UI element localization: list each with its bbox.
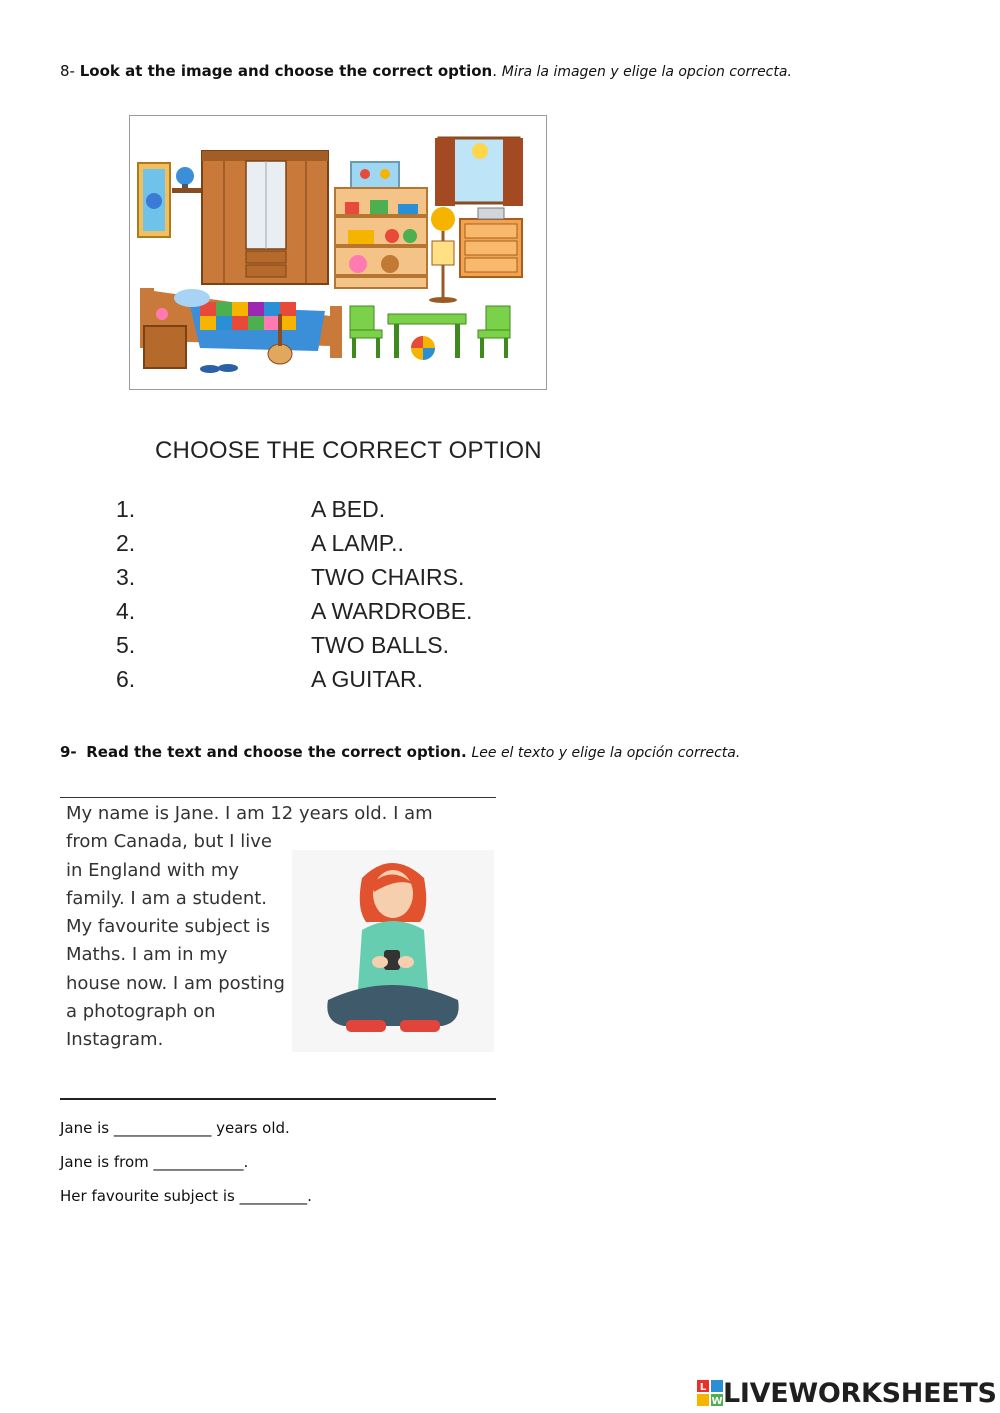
fill-line-subject[interactable]: Her favourite subject is _________. bbox=[60, 1187, 312, 1205]
question-number: 9- bbox=[60, 743, 77, 761]
liveworksheets-logo bbox=[697, 1378, 997, 1408]
choose-title: CHOOSE THE CORRECT OPTION bbox=[155, 437, 542, 464]
option-text[interactable]: A GUITAR. bbox=[311, 666, 424, 692]
reading-line-1: My name is Jane. I am 12 years old. I am bbox=[66, 803, 433, 824]
option-number: 3. bbox=[116, 564, 136, 590]
option-number: 6. bbox=[116, 666, 136, 692]
reading-paragraph: from Canada, but I live in England with my family. I am a student. My favourite subject is Maths. I am in my house now. I am posting a photograph on Instagram. bbox=[66, 831, 285, 1051]
question-9-instruction bbox=[60, 743, 740, 761]
divider-top bbox=[60, 797, 496, 798]
instruction-text: Read the text and choose the correct option. bbox=[86, 743, 467, 761]
logo-tile-letter: L bbox=[699, 1382, 707, 1393]
option-number: 5. bbox=[116, 632, 136, 658]
option-number: 4. bbox=[116, 598, 136, 624]
option-text[interactable]: A BED. bbox=[311, 496, 386, 522]
divider-bottom bbox=[60, 1098, 496, 1100]
option-number: 1. bbox=[116, 496, 136, 522]
instruction-text: Look at the image and choose the correct option bbox=[79, 62, 493, 80]
logo-mark-icon bbox=[697, 1380, 723, 1406]
question-number: 8- bbox=[60, 62, 75, 80]
period: . bbox=[492, 62, 497, 80]
girl-illustration bbox=[292, 850, 494, 1052]
bedroom-illustration bbox=[129, 115, 547, 390]
option-text[interactable]: TWO CHAIRS. bbox=[311, 564, 465, 590]
option-text[interactable]: A LAMP.. bbox=[311, 530, 404, 556]
instruction-translation: Mira la imagen y elige la opcion correcta. bbox=[501, 64, 792, 80]
option-number: 2. bbox=[116, 530, 136, 556]
question-8-instruction bbox=[60, 62, 792, 80]
logo-tile-letter: W bbox=[711, 1396, 723, 1406]
fill-line-age[interactable]: Jane is _____________ years old. bbox=[60, 1119, 290, 1137]
logo-text: LIVEWORKSHEETS bbox=[723, 1377, 997, 1409]
instruction-translation: Lee el texto y elige la opción correcta. bbox=[471, 745, 741, 761]
option-text[interactable]: TWO BALLS. bbox=[311, 632, 450, 658]
option-text[interactable]: A WARDROBE. bbox=[311, 598, 473, 624]
fill-line-country[interactable]: Jane is from ____________. bbox=[60, 1153, 249, 1171]
